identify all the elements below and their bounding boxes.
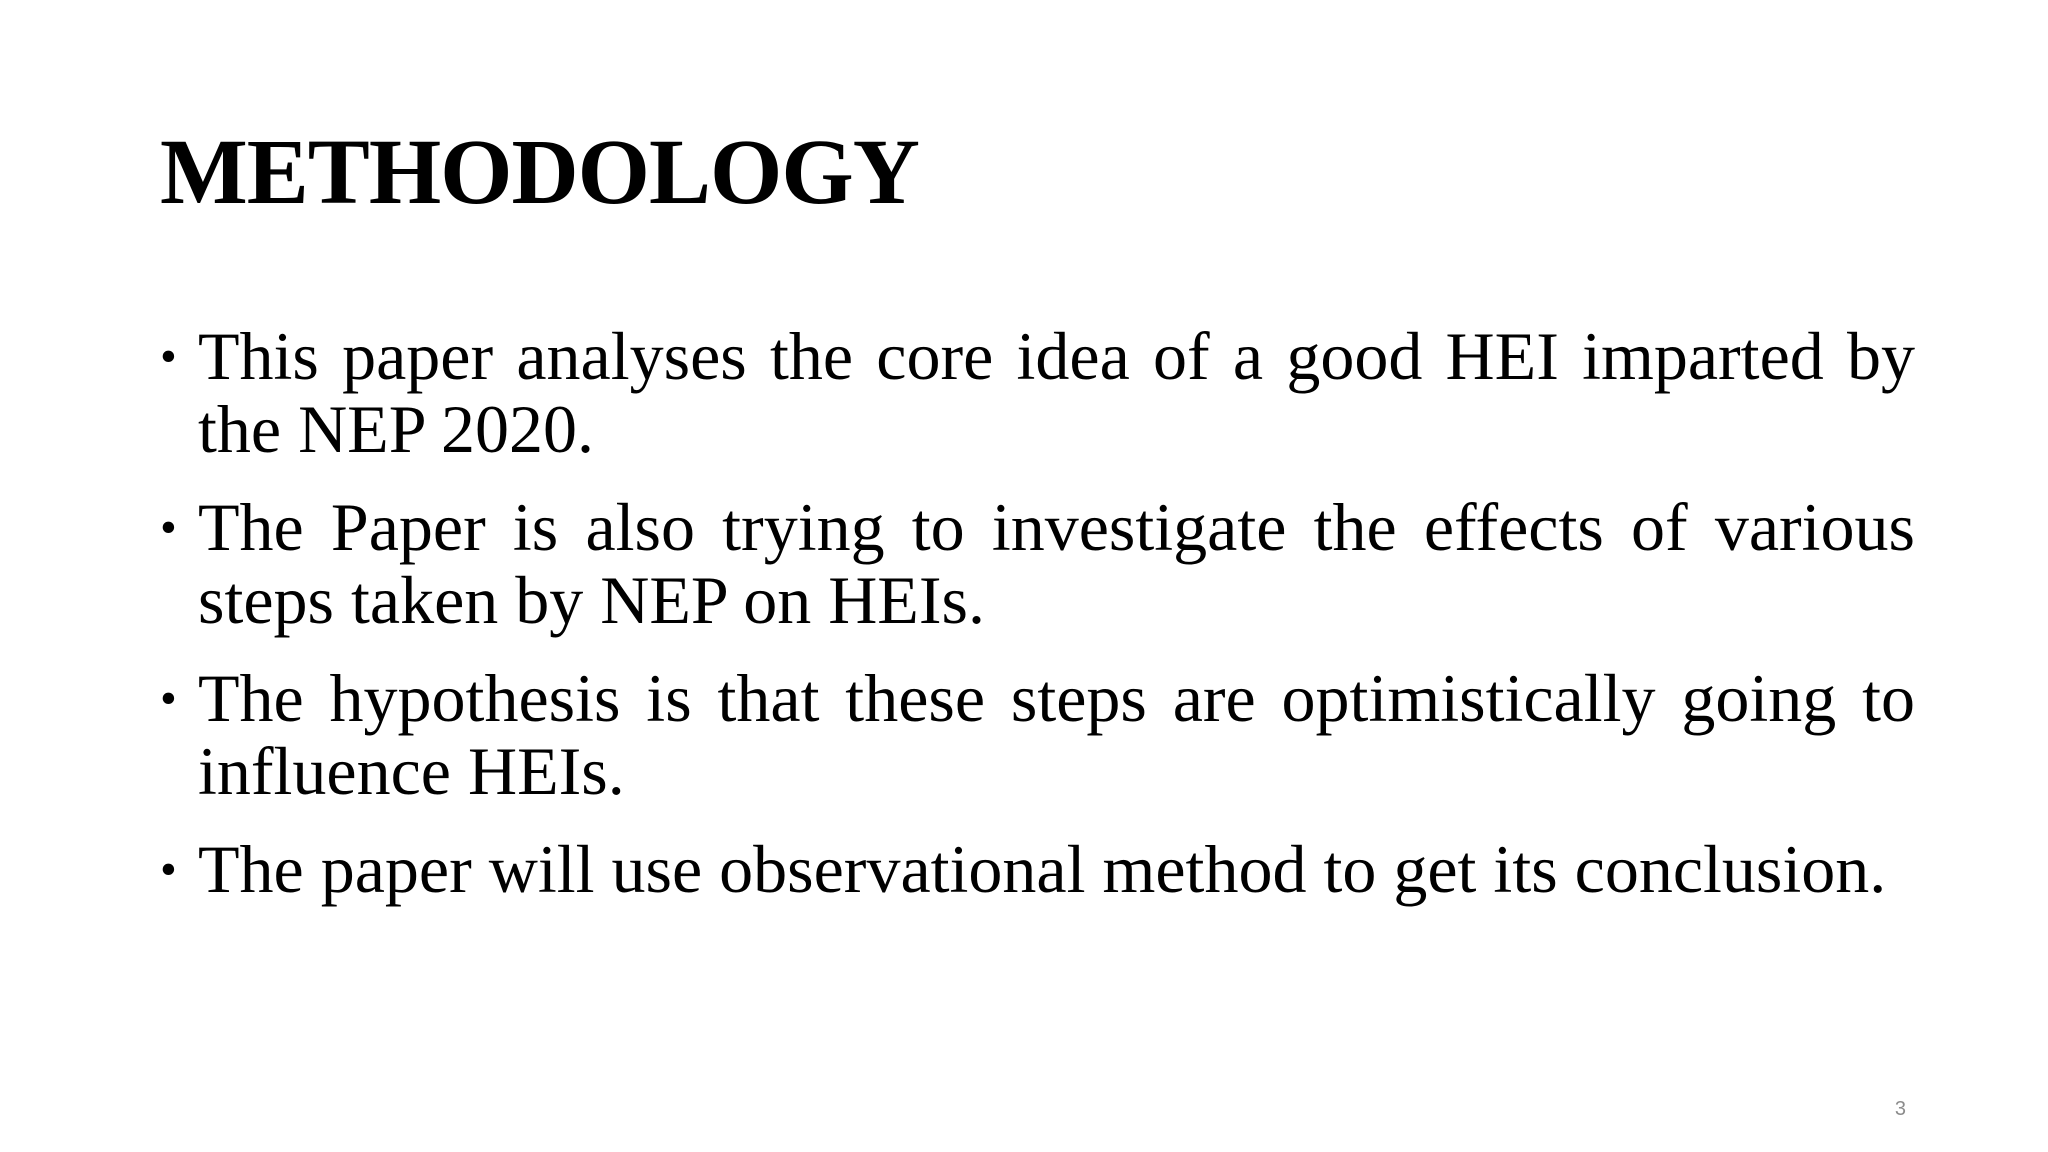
bullet-list [160,320,1915,931]
bullet-dot-icon: • [160,330,177,383]
bullet-dot-icon: • [160,501,177,554]
bullet-item [160,491,1915,637]
slide-title: METHODOLOGY [160,121,919,224]
bullet-dot-icon: • [160,672,177,725]
bullet-item [160,320,1915,466]
page-number: 3 [1894,1098,1906,1120]
bullet-dot-icon: • [160,843,177,896]
bullet-text: This paper analyses the core idea of a good HEI imparted by the NEP 2020. [198,318,1915,467]
bullet-item [160,833,1915,906]
bullet-text: The paper will use observational method to get its conclusion. [198,831,1887,907]
bullet-text: The hypothesis is that these steps are optimistically going to influence HEIs. [198,660,1915,809]
bullet-item [160,662,1915,808]
bullet-text: The Paper is also trying to investigate the effects of various steps taken by NEP on HEIs. [198,489,1915,638]
